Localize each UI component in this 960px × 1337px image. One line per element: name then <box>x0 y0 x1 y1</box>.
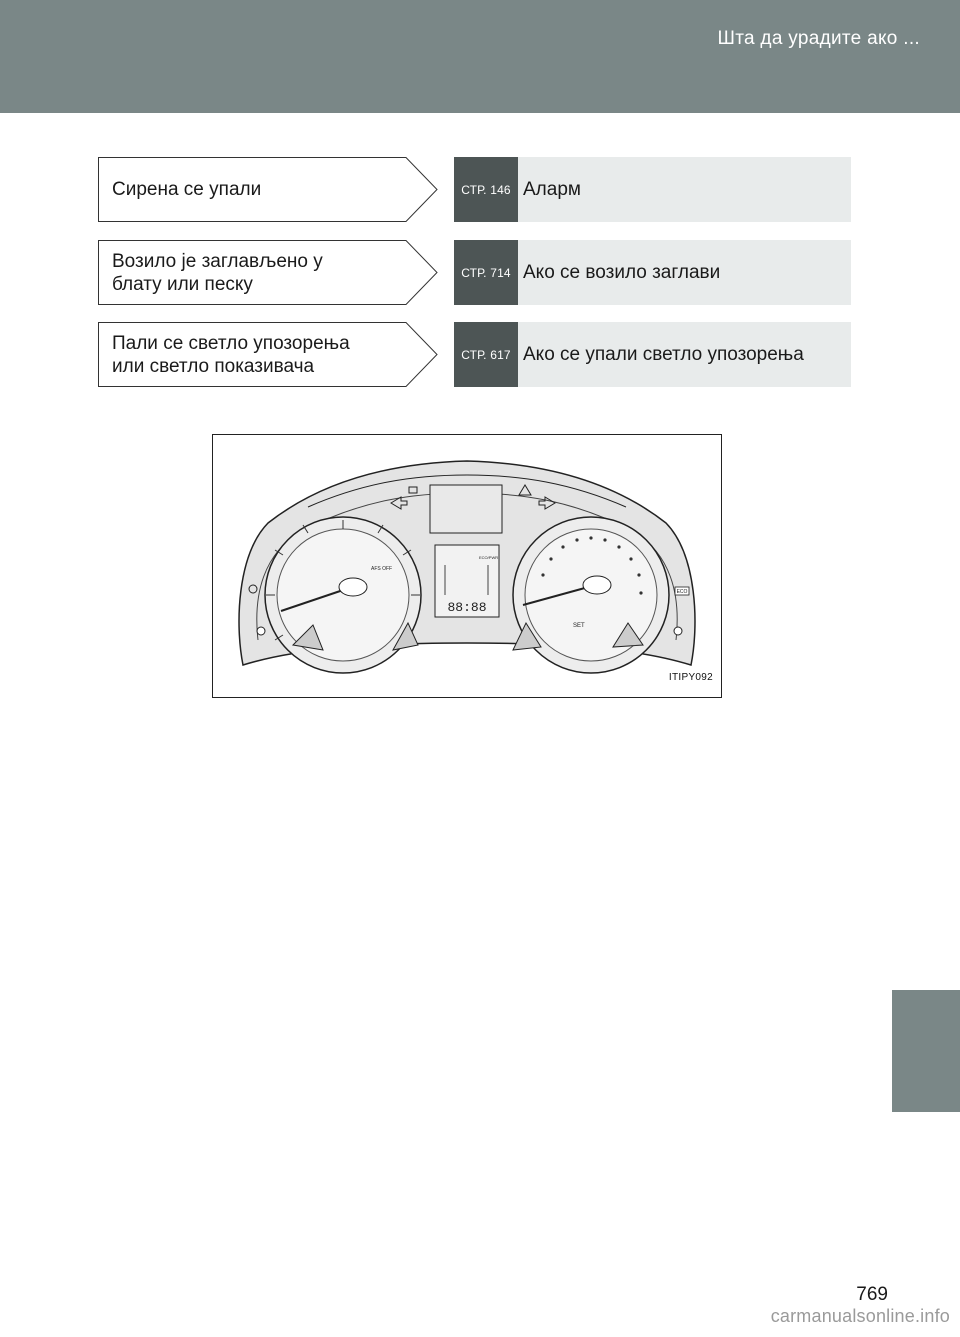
action-text: Ако се возило заглави <box>518 240 851 305</box>
figure-id: ITIPY092 <box>668 672 713 683</box>
action-text: Ако се упали светло упозорења <box>518 322 851 387</box>
eco-label: ECO <box>676 589 688 595</box>
table-row <box>98 240 851 305</box>
condition-box <box>98 322 438 387</box>
section-title: Шта да урадите ако ... <box>717 28 920 49</box>
action-text: Аларм <box>518 157 851 222</box>
instrument-cluster-figure <box>212 434 722 698</box>
afs-off-label: AFS OFF <box>371 566 393 572</box>
instrument-cluster-illustration <box>213 435 721 697</box>
table-row <box>98 157 851 222</box>
table-row <box>98 322 851 387</box>
condition-text: Пали се светло упозорења или светло показивача <box>112 332 350 377</box>
chapter-tab <box>892 990 960 1112</box>
page-number: 769 <box>856 1284 888 1305</box>
condition-box <box>98 240 438 305</box>
condition-text: Сирена се упали <box>112 179 262 200</box>
condition-box <box>98 157 438 222</box>
page-reference-link[interactable]: СТР. 714 <box>454 240 518 305</box>
econ-label: ECO/PWR <box>479 555 499 560</box>
header-bar <box>0 0 960 113</box>
page-reference-link[interactable]: СТР. 146 <box>454 157 518 222</box>
watermark: carmanualsonline.info <box>770 1306 950 1326</box>
odometer-display: 88:88 <box>447 600 487 615</box>
set-label: SET <box>573 623 585 629</box>
page-reference-link[interactable]: СТР. 617 <box>454 322 518 387</box>
condition-text: Возило је заглављено у блату или песку <box>112 250 323 295</box>
